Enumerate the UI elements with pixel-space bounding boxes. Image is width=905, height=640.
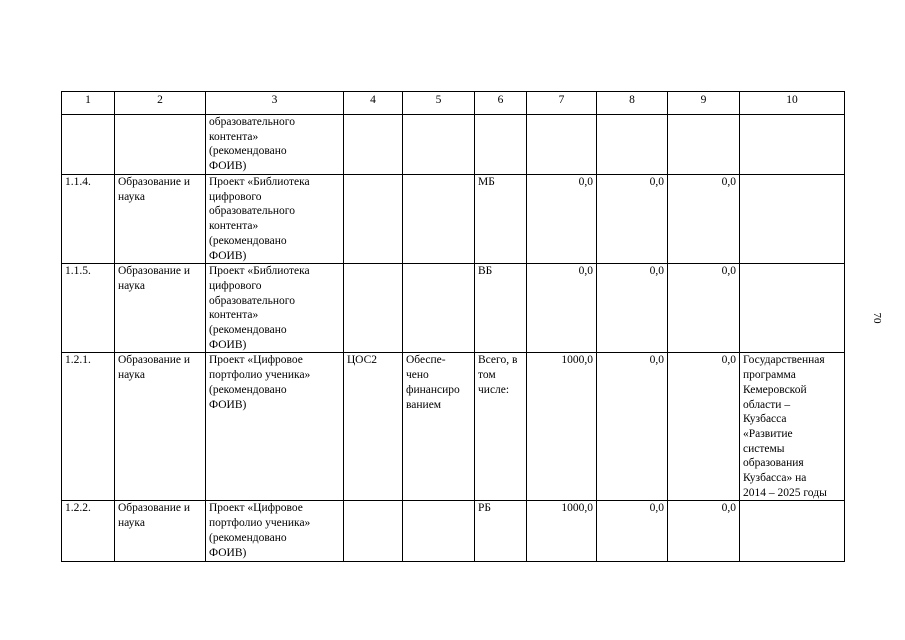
cell-code: 1.1.5. [62, 264, 115, 353]
cell-value-7: 1000,0 [527, 501, 597, 562]
cell-value-7: 1000,0 [527, 353, 597, 501]
cell-project: Проект «Цифровое портфолио ученика» (рекомендовано ФОИВ) [206, 501, 344, 562]
cell-program [740, 115, 845, 175]
header-cell-10: 10 [740, 92, 845, 115]
cell-source [475, 115, 527, 175]
cell-value-8: 0,0 [597, 353, 668, 501]
cell-value-8: 0,0 [597, 264, 668, 353]
cell-col5 [403, 115, 475, 175]
header-cell-7: 7 [527, 92, 597, 115]
cell-program: Государственная программа Кемеровской области – Кузбасса «Развитие системы образования Кузбасса» на 2014 – 2025 годы [740, 353, 845, 501]
cell-source: РБ [475, 501, 527, 562]
cell-source: Всего, в том числе: [475, 353, 527, 501]
cell-value-8: 0,0 [597, 175, 668, 264]
cell-col4: ЦОС2 [344, 353, 403, 501]
cell-value-7: 0,0 [527, 264, 597, 353]
budget-table [61, 91, 845, 562]
table-row [62, 115, 845, 175]
header-cell-5: 5 [403, 92, 475, 115]
cell-source: ВБ [475, 264, 527, 353]
cell-code: 1.2.2. [62, 501, 115, 562]
cell-sector: Образование и наука [115, 264, 206, 353]
cell-col4 [344, 115, 403, 175]
table-row [62, 353, 845, 501]
cell-sector: Образование и наука [115, 175, 206, 264]
cell-value-8: 0,0 [597, 501, 668, 562]
header-cell-4: 4 [344, 92, 403, 115]
header-cell-6: 6 [475, 92, 527, 115]
cell-value-9: 0,0 [668, 175, 740, 264]
cell-col4 [344, 175, 403, 264]
header-cell-9: 9 [668, 92, 740, 115]
cell-value-9: 0,0 [668, 353, 740, 501]
cell-project: Проект «Цифровое портфолио ученика» (рекомендовано ФОИВ) [206, 353, 344, 501]
cell-project: Проект «Библиотека цифрового образовательного контента» (рекомендовано ФОИВ) [206, 264, 344, 353]
header-cell-8: 8 [597, 92, 668, 115]
cell-col4 [344, 501, 403, 562]
page-number: 70 [871, 312, 883, 324]
cell-program [740, 501, 845, 562]
header-cell-2: 2 [115, 92, 206, 115]
cell-col5 [403, 501, 475, 562]
cell-col4 [344, 264, 403, 353]
header-cell-1: 1 [62, 92, 115, 115]
cell-col5 [403, 175, 475, 264]
cell-value-9 [668, 115, 740, 175]
cell-program [740, 175, 845, 264]
cell-sector: Образование и наука [115, 353, 206, 501]
table-header-row [62, 92, 845, 115]
cell-value-7: 0,0 [527, 175, 597, 264]
table-row [62, 175, 845, 264]
cell-code: 1.2.1. [62, 353, 115, 501]
cell-project: Проект «Библиотека цифрового образовательного контента» (рекомендовано ФОИВ) [206, 175, 344, 264]
cell-code: 1.1.4. [62, 175, 115, 264]
cell-value-9: 0,0 [668, 501, 740, 562]
table-row [62, 264, 845, 353]
cell-source: МБ [475, 175, 527, 264]
cell-program [740, 264, 845, 353]
cell-code [62, 115, 115, 175]
header-cell-3: 3 [206, 92, 344, 115]
cell-value-7 [527, 115, 597, 175]
cell-value-9: 0,0 [668, 264, 740, 353]
table-row [62, 501, 845, 562]
cell-col5: Обеспе- чено финансиро ванием [403, 353, 475, 501]
cell-project: образовательного контента» (рекомендовано ФОИВ) [206, 115, 344, 175]
cell-col5 [403, 264, 475, 353]
cell-sector [115, 115, 206, 175]
cell-sector: Образование и наука [115, 501, 206, 562]
cell-value-8 [597, 115, 668, 175]
